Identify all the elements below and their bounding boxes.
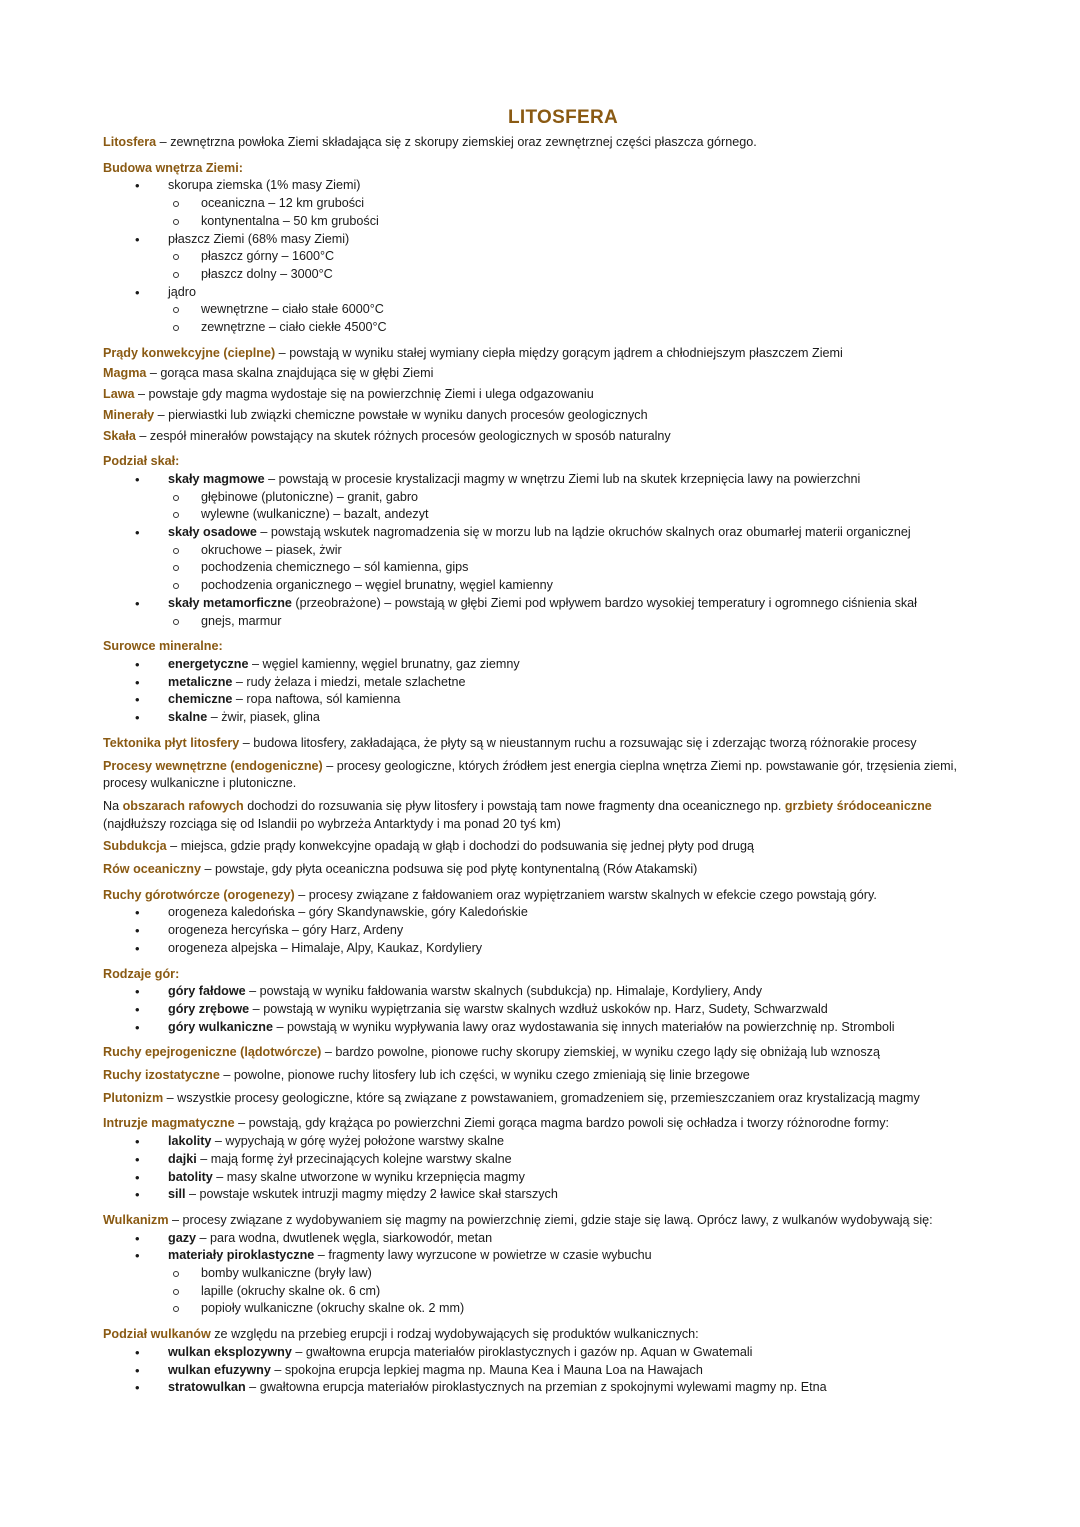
definition-paragraph: Skała – zespół minerałów powstający na skutek różnych procesów geologicznych w sposób naturalny	[103, 428, 671, 443]
section-orogeneza	[103, 887, 983, 958]
list-item: • skały magmowe – powstają w procesie krystalizacji magmy w wnętrzu Ziemi lub na skutek krzepnięcia lawy na powierzchni	[103, 471, 983, 489]
term: Intruzje magmatyczne	[103, 1116, 235, 1131]
list-item: • dajki – mają formę żył przecinających kolejne warstwy skalne	[103, 1151, 983, 1169]
list-item: • wulkan efuzywny – spokojna erupcja lepkiej magma np. Mauna Kea i Mauna Loa na Hawajach	[103, 1362, 983, 1380]
section-surowce	[103, 638, 983, 727]
term: Wulkanizm	[103, 1212, 169, 1227]
definition-paragraph: Wulkanizm – procesy związane z wydobywaniem się magmy na powierzchnię ziemi, gdzie staje się lawą. Oprócz lawy, z wulkanów wydobywają się:	[103, 1212, 933, 1227]
section-budowa	[103, 160, 983, 337]
definition-paragraph: Prądy konwekcyjne (cieplne) – powstają w wyniku stałej wymiany ciepła między gorącym jądrem a chłodniejszym płaszczem Ziemi	[103, 345, 843, 360]
document-page	[103, 106, 983, 1397]
term: obszarach rafowych	[122, 798, 244, 813]
list-item: • sill – powstaje wskutek intruzji magmy między 2 ławice skał starszych	[103, 1186, 983, 1204]
list-item: • skalne – żwir, piasek, glina	[103, 709, 983, 727]
term: Plutonizm	[103, 1090, 164, 1105]
definition-paragraph: Tektonika płyt litosfery – budowa litosfery, zakładająca, że płyty są w nieustannym ruchu a rozsuwając się i zderzając tworzą różnorakie procesy	[103, 735, 917, 750]
list-item: • góry wulkaniczne – powstają w wyniku wypływania lawy oraz wydostawania się innych materiałów na powierzchnię np. Stromboli	[103, 1019, 983, 1037]
sub-list-item: wewnętrzne – ciało stałe 6000°C	[103, 301, 983, 319]
sub-list-item: pochodzenia organicznego – węgiel brunatny, węgiel kamienny	[103, 577, 983, 595]
term: grzbiety śródoceaniczne	[784, 798, 932, 813]
list-item: • chemiczne – ropa naftowa, sól kamienna	[103, 691, 983, 709]
term: Lawa	[103, 387, 135, 402]
sub-list-item: popioły wulkaniczne (okruchy skalne ok. 2 mm)	[103, 1300, 983, 1318]
bullet-list	[103, 471, 983, 630]
definition-paragraph: Rów oceaniczny – powstaje, gdy płyta oceaniczna podsuwa się pod płytę kontynentalną (Rów Atakamski)	[103, 862, 698, 877]
list-item: • skorupa ziemska (1% masy Ziemi)	[103, 177, 983, 195]
section-skaly	[103, 453, 983, 630]
sub-list-item: zewnętrzne – ciało ciekłe 4500°C	[103, 319, 983, 337]
list-item: • stratowulkan – gwałtowna erupcja materiałów piroklastycznych na przemian z spokojnymi wylewami magmy np. Etna	[103, 1379, 983, 1397]
bullet-list	[103, 1133, 983, 1204]
definition-paragraph: Magma – gorąca masa skalna znajdująca się w głębi Ziemi	[103, 366, 434, 381]
section-heading: Budowa wnętrza Ziemi:	[103, 160, 243, 175]
sub-list-item: pochodzenia chemicznego – sól kamienna, gips	[103, 559, 983, 577]
term: Ruchy epejrogeniczne (lądotwórcze)	[103, 1045, 322, 1060]
term: Tektonika płyt litosfery	[103, 735, 240, 750]
list-item: • skały metamorficzne (przeobrażone) – powstają w głębi Ziemi pod wpływem bardzo wysokiej temperatury i ogromnego ciśnienia skał	[103, 595, 983, 613]
sub-list-item: oceaniczna – 12 km grubości	[103, 195, 983, 213]
bullet-list	[103, 983, 983, 1036]
intro-paragraph: Litosfera – zewnętrzna powłoka Ziemi składająca się z skorupy ziemskiej oraz zewnętrznej części płaszcza górnego.	[103, 135, 757, 149]
definitions	[103, 345, 983, 446]
definition-paragraph: Procesy wewnętrzne (endogeniczne) – procesy geologiczne, których źródłem jest energia cieplna wnętrza Ziemi np. powstawanie gór, trzęsienia ziemi, procesy wulkaniczne i plutoniczne.	[103, 758, 957, 791]
list-item: • wulkan eksplozywny – gwałtowna erupcja materiałów piroklastycznych i gazów np. Aquan w Gwatemali	[103, 1344, 983, 1362]
list-item: • gazy – para wodna, dwutlenek węgla, siarkowodór, metan	[103, 1230, 983, 1248]
section-intruzje	[103, 1115, 983, 1204]
term: Rów oceaniczny	[103, 862, 201, 877]
term: Prądy konwekcyjne (cieplne)	[103, 345, 276, 360]
list-item: • batolity – masy skalne utworzone w wyniku krzepnięcia magmy	[103, 1169, 983, 1187]
list-item: • energetyczne – węgiel kamienny, węgiel brunatny, gaz ziemny	[103, 656, 983, 674]
section-podzial-wulkanow	[103, 1326, 983, 1397]
definition-paragraph: Lawa – powstaje gdy magma wydostaje się na powierzchnię Ziemi i ulega odgazowaniu	[103, 387, 594, 402]
sub-list-item: wylewne (wulkaniczne) – bazalt, andezyt	[103, 506, 983, 524]
term: Minerały	[103, 407, 155, 422]
term: Ruchy górotwórcze (orogenezy)	[103, 887, 295, 902]
sub-list-item: kontynentalna – 50 km grubości	[103, 213, 983, 231]
list-item: • płaszcz Ziemi (68% masy Ziemi)	[103, 231, 983, 249]
bullet-list	[103, 1344, 983, 1397]
list-item: • orogeneza kaledońska – góry Skandynawskie, góry Kaledońskie	[103, 904, 983, 922]
term: Skała	[103, 428, 136, 443]
section-gory	[103, 966, 983, 1037]
term: Litosfera	[103, 135, 157, 149]
definition-paragraph: Ruchy izostatyczne – powolne, pionowe ruchy litosfery lub ich części, w wyniku czego zmieniają się linie brzegowe	[103, 1068, 750, 1083]
page-title: LITOSFERA	[507, 107, 619, 128]
term: Subdukcja	[103, 839, 167, 854]
bullet-list	[103, 177, 983, 336]
bullet-list	[103, 656, 983, 727]
list-item: • orogeneza hercyńska – góry Harz, Ardeny	[103, 922, 983, 940]
list-item: • lakolity – wypychają w górę wyżej położone warstwy skalne	[103, 1133, 983, 1151]
list-item: • góry fałdowe – powstają w wyniku fałdowania warstw skalnych (subdukcja) np. Himalaje, Kordyliery, Andy	[103, 983, 983, 1001]
sub-list-item: lapille (okruchy skalne ok. 6 cm)	[103, 1283, 983, 1301]
definition-paragraph: Podział wulkanów ze względu na przebieg erupcji i rodzaj wydobywających się produktów wulkanicznych:	[103, 1327, 699, 1342]
section-ruchy	[103, 1044, 983, 1107]
term: Ruchy izostatyczne	[103, 1068, 220, 1083]
sub-list-item: płaszcz górny – 1600°C	[103, 248, 983, 266]
definition-paragraph: Ruchy epejrogeniczne (lądotwórcze) – bardzo powolne, pionowe ruchy skorupy ziemskiej, w wyniku czego lądy się obniżają lub wznoszą	[103, 1045, 880, 1060]
sub-list-item: płaszcz dolny – 3000°C	[103, 266, 983, 284]
section-tektonika	[103, 735, 983, 879]
sub-list-item: głębinowe (plutoniczne) – granit, gabro	[103, 489, 983, 507]
list-item: • materiały piroklastyczne – fragmenty lawy wyrzucone w powietrze w czasie wybuchu	[103, 1247, 983, 1265]
definition-paragraph: Ruchy górotwórcze (orogenezy) – procesy związane z fałdowaniem oraz wypiętrzaniem warstw skalnych w efekcie czego powstają góry.	[103, 887, 877, 902]
definition-paragraph: Intruzje magmatyczne – powstają, gdy krążąca po powierzchni Ziemi gorąca magma bardzo powoli się ochładza i tworzy różnorodne formy:	[103, 1116, 890, 1131]
term: Podział wulkanów	[103, 1327, 211, 1342]
section-heading: Surowce mineralne:	[103, 639, 223, 654]
list-item: • skały osadowe – powstają wskutek nagromadzenia się w morzu lub na lądzie okruchów skalnych oraz obumarłej materii organicznej	[103, 524, 983, 542]
definition-paragraph: Minerały – pierwiastki lub związki chemiczne powstałe w wyniku danych procesów geologicznych	[103, 407, 648, 422]
sub-list-item: okruchowe – piasek, żwir	[103, 542, 983, 560]
definition-paragraph: Na obszarach rafowych dochodzi do rozsuwania się pływ litosfery i powstają tam nowe fragmenty dna oceanicznego np. grzbiety śródoceaniczne (najdłuższy rozciąga się od Islandii po wybrzeża Antarktydy i ma ponad 20 tyś km)	[103, 798, 932, 831]
section-heading: Rodzaje gór:	[103, 966, 180, 981]
list-item: • jądro	[103, 284, 983, 302]
section-wulkanizm	[103, 1212, 983, 1318]
definition-paragraph: Plutonizm – wszystkie procesy geologiczne, które są związane z powstawaniem, gromadzeniem się, przemieszczaniem oraz krystalizacją magmy	[103, 1090, 920, 1105]
bullet-list	[103, 1230, 983, 1319]
list-item: • orogeneza alpejska – Himalaje, Alpy, Kaukaz, Kordyliery	[103, 940, 983, 958]
term: Procesy wewnętrzne (endogeniczne)	[103, 758, 323, 773]
list-item: • metaliczne – rudy żelaza i miedzi, metale szlachetne	[103, 674, 983, 692]
sub-list-item: gnejs, marmur	[103, 613, 983, 631]
section-heading: Podział skał:	[103, 454, 180, 469]
sub-list-item: bomby wulkaniczne (bryły law)	[103, 1265, 983, 1283]
list-item: • góry zrębowe – powstają w wyniku wypiętrzania się warstw skalnych wzdłuż uskoków np. Harz, Sudety, Schwarzwald	[103, 1001, 983, 1019]
definition-paragraph: Subdukcja – miejsca, gdzie prądy konwekcyjne opadają w głąb i dochodzi do podsuwania się jednej płyty pod drugą	[103, 839, 755, 854]
bullet-list	[103, 904, 983, 957]
term: Magma	[103, 366, 147, 381]
